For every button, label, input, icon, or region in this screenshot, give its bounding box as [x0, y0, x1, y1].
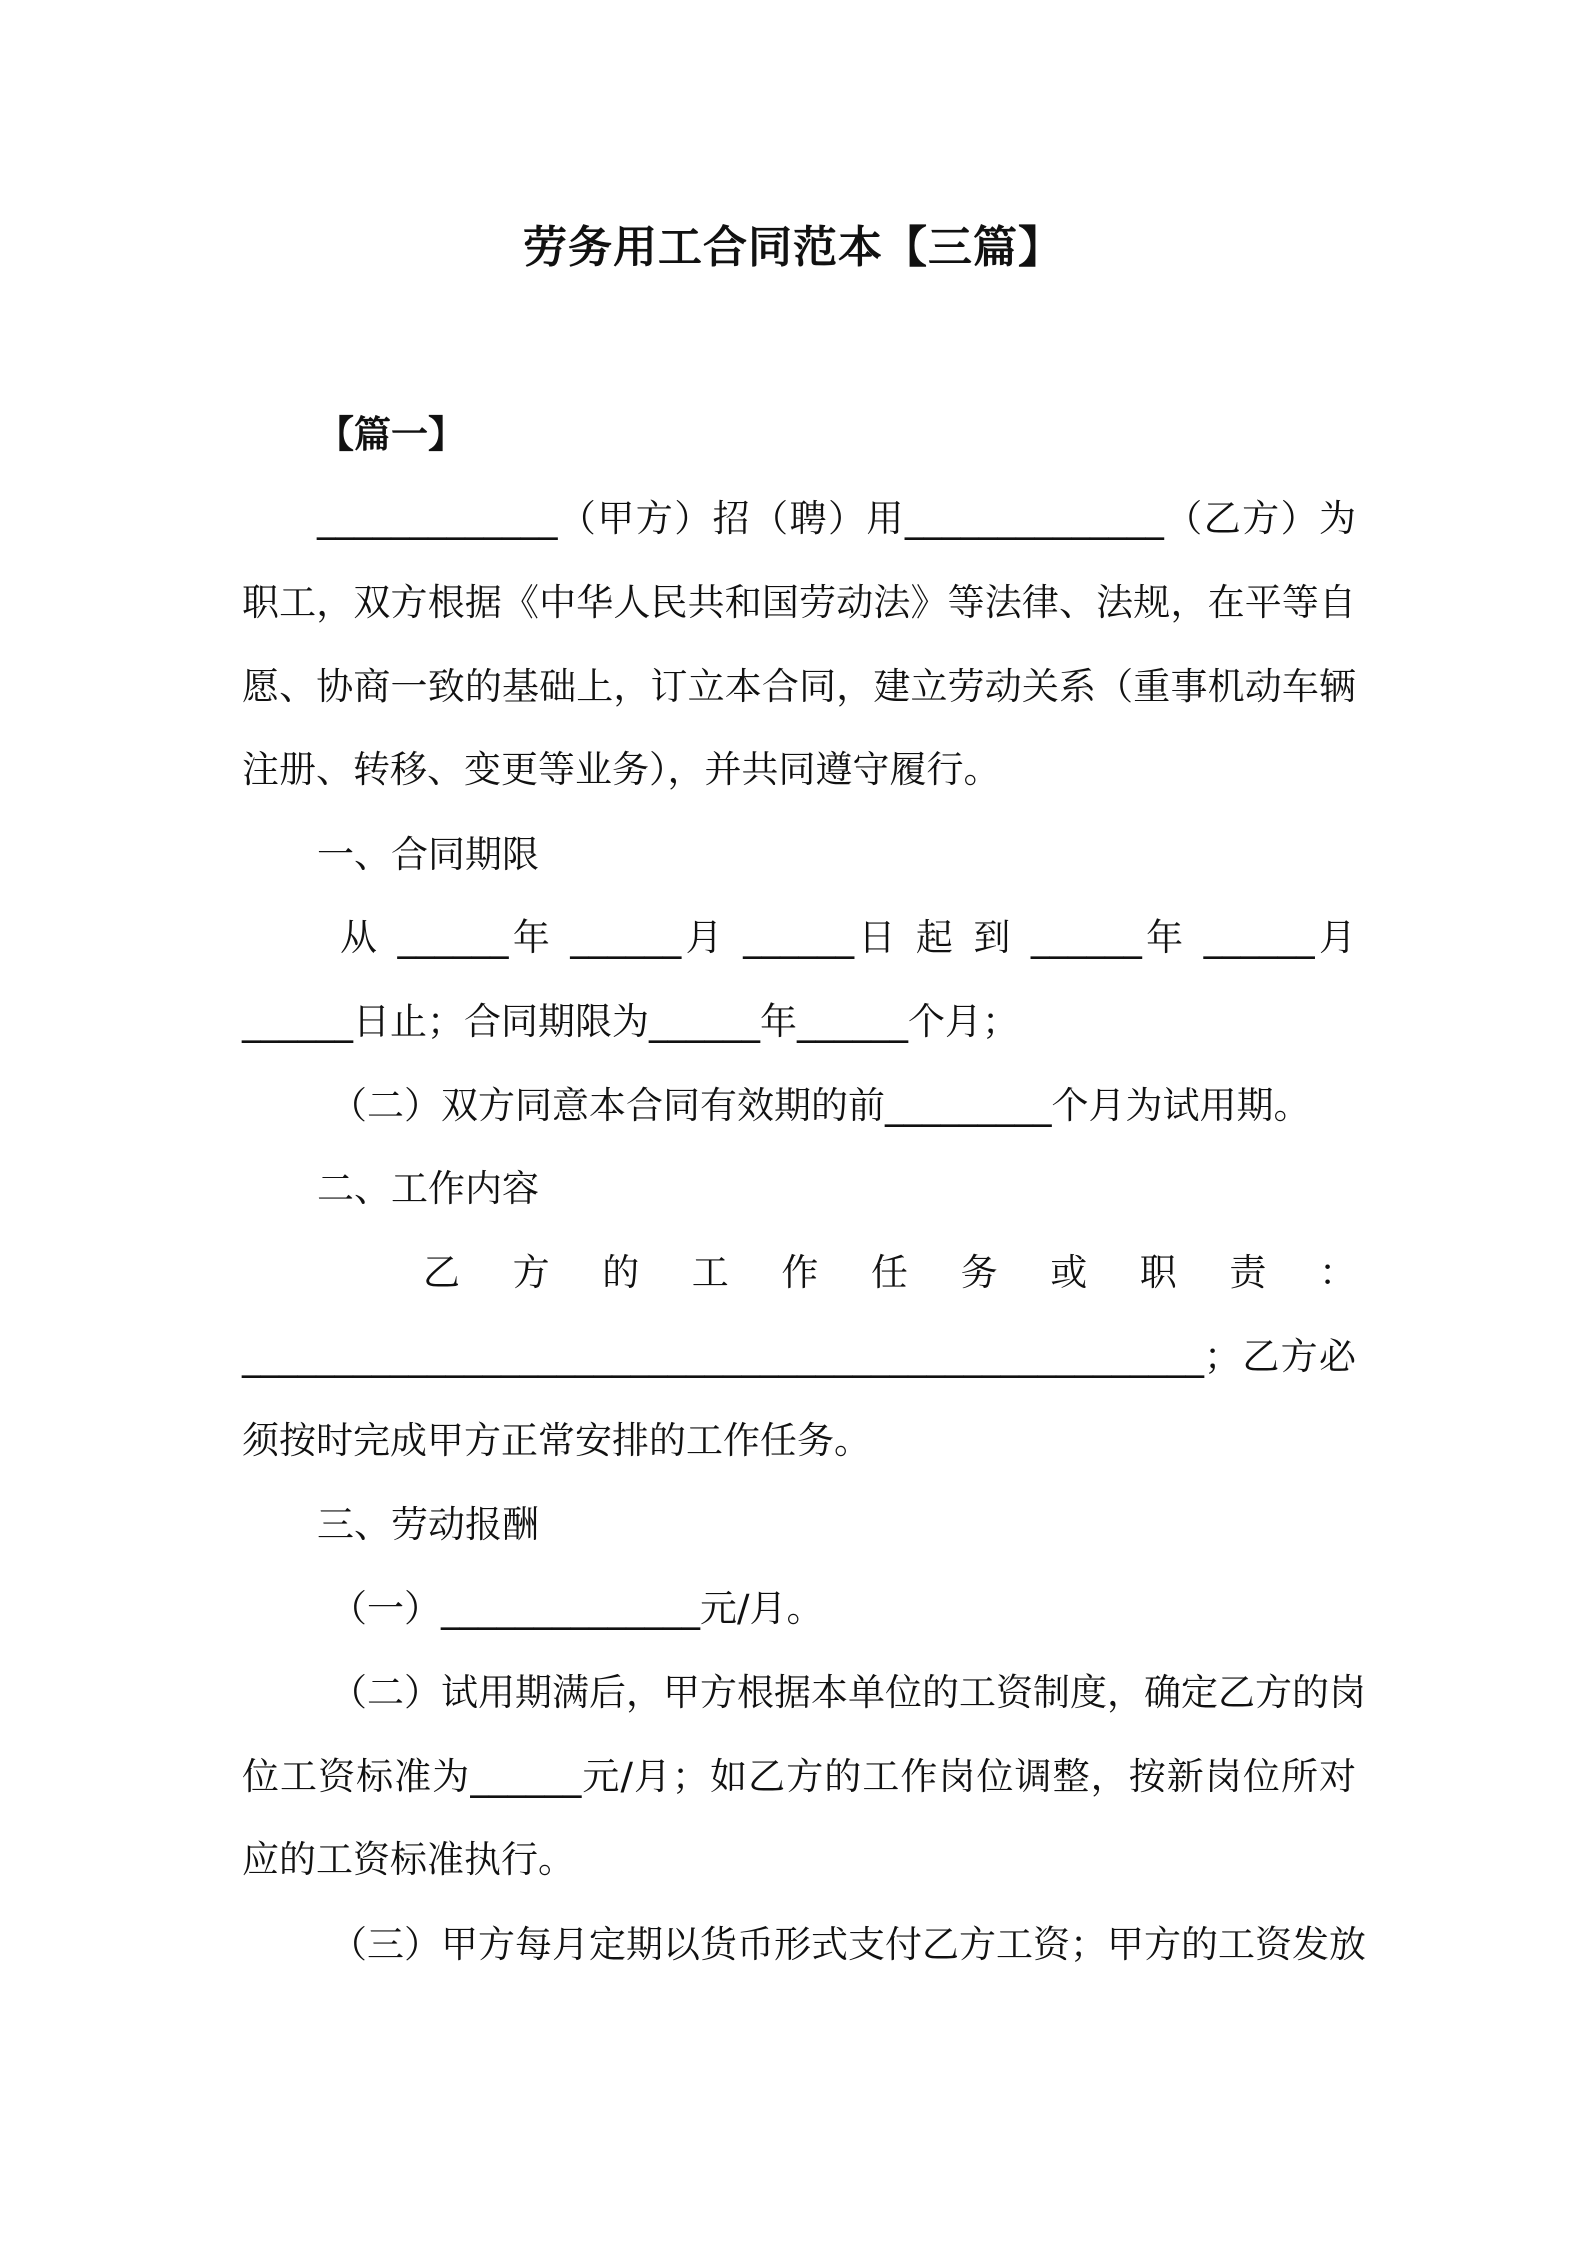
paragraph-line: （三）甲方每月定期以货币形式支付乙方工资；甲方的工资发放 — [330, 1923, 1366, 1966]
clause-heading: 二、工作内容 — [317, 1167, 539, 1210]
paragraph-line: （一）______________元/月。 — [330, 1587, 824, 1630]
paragraph-line: 须按时完成甲方正常安排的工作任务。 — [242, 1419, 871, 1462]
paragraph-line: （二）双方同意本合同有效期的前_________个月为试用期。 — [330, 1084, 1311, 1127]
paragraph-line: ____________________________________________________；乙方必 — [242, 1335, 1356, 1378]
paragraph-line: _____________（甲方）招（聘）用______________（乙方）为 — [317, 497, 1356, 540]
paragraph-line: 应的工资标准执行。 — [242, 1838, 575, 1881]
paragraph-line: ______日止；合同期限为______年______个月； — [242, 1000, 1019, 1043]
paragraph-line: 乙 方 的 工 作 任 务 或 职 责 ： — [423, 1251, 1356, 1294]
section-heading: 【篇一】 — [317, 413, 465, 456]
paragraph-line: 职工，双方根据《中华人民共和国劳动法》等法律、法规，在平等自 — [242, 581, 1356, 624]
paragraph-line: 位工资标准为______元/月；如乙方的工作岗位调整，按新岗位所对 — [242, 1755, 1356, 1798]
paragraph-line: 愿、协商一致的基础上，订立本合同，建立劳动关系（重事机动车辆 — [242, 665, 1356, 708]
paragraph-line: 从 ______年 ______月 ______日 起 到 ______年 ______月 — [340, 916, 1356, 959]
paragraph-line: 注册、转移、变更等业务），并共同遵守履行。 — [242, 748, 1001, 791]
clause-heading: 一、合同期限 — [317, 833, 539, 876]
clause-heading: 三、劳动报酬 — [317, 1503, 539, 1546]
document-title: 劳务用工合同范本【三篇】 — [523, 222, 1063, 273]
paragraph-line: （二）试用期满后，甲方根据本单位的工资制度，确定乙方的岗 — [330, 1671, 1366, 1714]
